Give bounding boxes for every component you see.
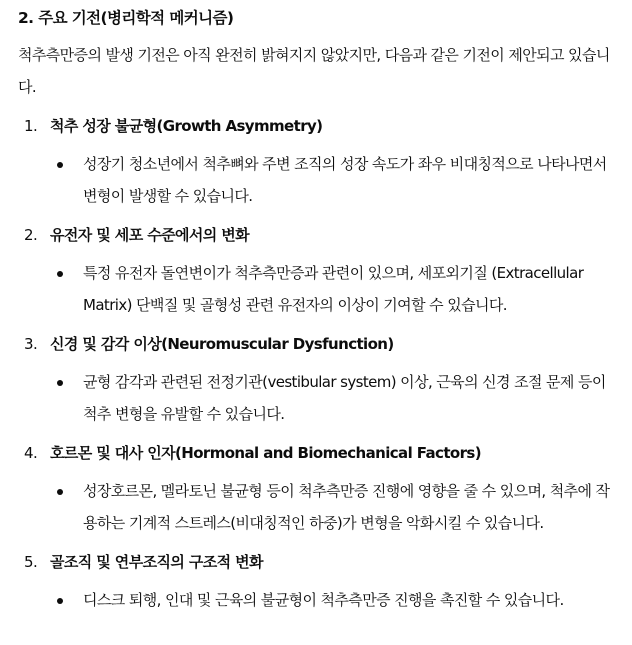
bullet-item: [18, 366, 632, 430]
intro-paragraph: 척추측만증의 발생 기전은 아직 완전히 밝혀지지 않았지만, 다음과 같은 기전이 제안되고 있습니다.: [18, 46, 610, 96]
bullet-text: 성장호르몬, 멜라토닌 불균형 등이 척추측만증 진행에 영향을 줄 수 있으며, 척추에 작용하는 기계적 스트레스(비대칭적인 하중)가 변형을 악화시킬 수 있습니다.: [83, 482, 610, 532]
mechanism-list: [18, 110, 632, 616]
bullet-icon: [55, 257, 83, 289]
mechanism-title: 신경 및 감각 이상(Neuromuscular Dysfunction): [50, 335, 394, 353]
bullet-text: 성장기 청소년에서 척추뼈와 주변 조직의 성장 속도가 좌우 비대칭적으로 나타나면서 변형이 발생할 수 있습니다.: [83, 155, 607, 205]
bullet-text: 특정 유전자 돌연변이가 척추측만증과 관련이 있으며, 세포외기질 (Extracellular Matrix) 단백질 및 골형성 관련 유전자의 이상이 기여할 수 있습니다.: [83, 264, 584, 314]
bullet-list: [18, 148, 632, 212]
mechanism-title-row: [18, 110, 632, 142]
mechanism-number: 3.: [24, 335, 38, 353]
mechanism-number: 4.: [24, 444, 38, 462]
mechanism-item-5: [18, 546, 632, 616]
bullet-list: [18, 475, 632, 539]
bullet-list: [18, 257, 632, 321]
bullet-list: [18, 366, 632, 430]
mechanism-title-row: [18, 219, 632, 251]
bullet-item: [18, 475, 632, 539]
bullet-list: [18, 584, 632, 616]
mechanism-item-2: [18, 219, 632, 321]
bullet-item: [18, 148, 632, 212]
bullet-text: 디스크 퇴행, 인대 및 근육의 불균형이 척추측만증 진행을 촉진할 수 있습니다.: [83, 591, 564, 609]
bullet-text: 균형 감각과 관련된 전정기관(vestibular system) 이상, 근육의 신경 조절 문제 등이 척추 변형을 유발할 수 있습니다.: [83, 373, 606, 423]
bullet-icon: [55, 584, 83, 616]
mechanism-title-row: [18, 437, 632, 469]
mechanism-item-3: [18, 328, 632, 430]
mechanism-item-4: [18, 437, 632, 539]
mechanism-title-row: [18, 328, 632, 360]
mechanism-number: 1.: [24, 117, 38, 135]
section-heading: 2. 주요 기전(병리학적 메커니즘): [18, 9, 234, 27]
mechanism-number: 2.: [24, 226, 38, 244]
bullet-item: [18, 257, 632, 321]
mechanism-number: 5.: [24, 553, 38, 571]
mechanism-title: 호르몬 및 대사 인자(Hormonal and Biomechanical Factors): [50, 444, 481, 462]
mechanism-item-1: [18, 110, 632, 212]
mechanism-title: 척추 성장 불균형(Growth Asymmetry): [50, 117, 323, 135]
bullet-icon: [55, 475, 83, 507]
mechanism-title-row: [18, 546, 632, 578]
bullet-icon: [55, 148, 83, 180]
bullet-icon: [55, 366, 83, 398]
bullet-item: [18, 584, 632, 616]
mechanism-title: 골조직 및 연부조직의 구조적 변화: [50, 553, 263, 571]
mechanism-title: 유전자 및 세포 수준에서의 변화: [50, 226, 250, 244]
